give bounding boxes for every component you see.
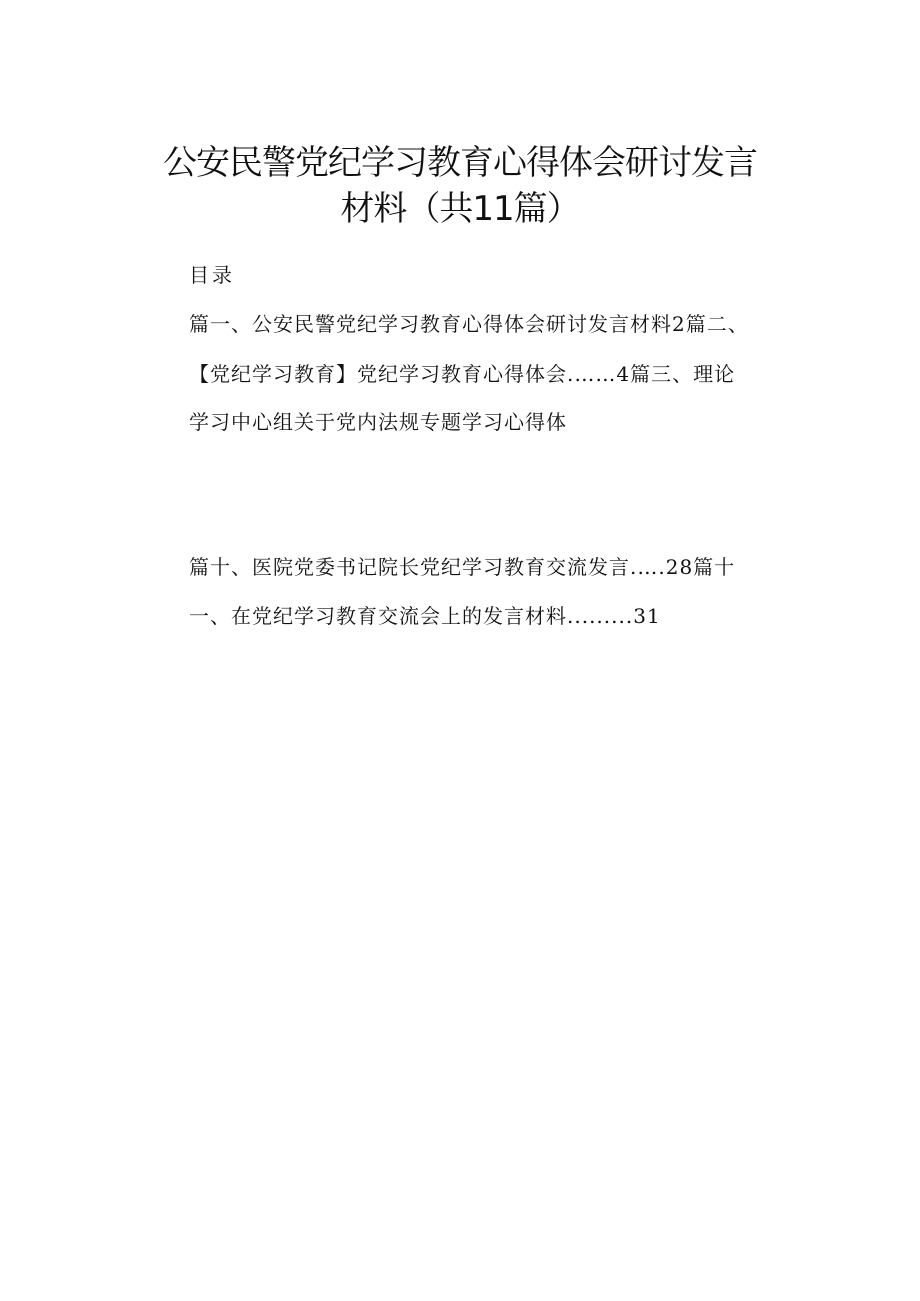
toc-line: 篇十、医院党委书记院长党纪学习教育交流发言.….28篇十 bbox=[189, 555, 736, 579]
document-title-line-1: 公安民警党纪学习教育心得体会研讨发言 bbox=[163, 143, 757, 183]
toc-line: 篇一、公安民警党纪学习教育心得体会研讨发言材料2篇二、 bbox=[189, 312, 749, 336]
toc-heading: 目录 bbox=[189, 263, 235, 287]
document-title-line-2: 材料（共11篇） bbox=[340, 189, 580, 229]
toc-line: 【党纪学习教育】党纪学习教育心得体会.……4篇三、理论 bbox=[189, 362, 736, 386]
toc-line: 学习中心组关于党内法规专题学习心得体 bbox=[189, 410, 567, 434]
toc-line: 一、在党纪学习教育交流会上的发言材料.........31 bbox=[189, 604, 661, 628]
